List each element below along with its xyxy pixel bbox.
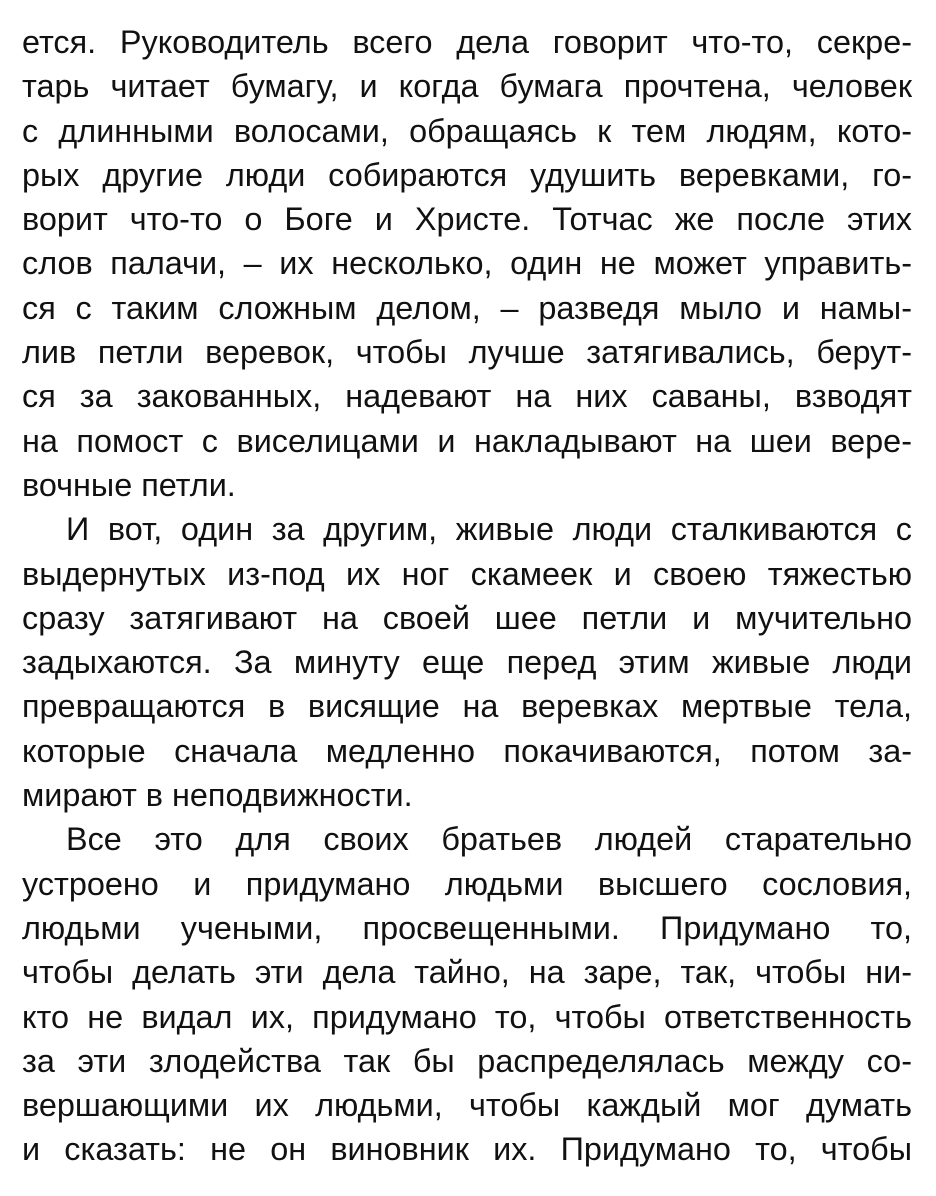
text-line: мирают в неподвижности. (22, 777, 413, 814)
text-line: рых другие люди собираются удушить веревками, го- (22, 156, 912, 193)
text-line: устроено и придумано людьми высшего сословия, (22, 865, 912, 902)
text-line: кто не видал их, придумано то, чтобы ответственность (22, 998, 912, 1035)
paragraph-first-line: Все это для своих братьев людей старательно (66, 821, 912, 858)
text-line: людьми учеными, просвещенными. Придумано то, (22, 909, 912, 946)
text-line: ворит что-то о Боге и Христе. Тотчас же после этих (22, 201, 912, 238)
text-line: ся с таким сложным делом, – разведя мыло и намы- (22, 289, 912, 326)
text-line: с длинными волосами, обращаясь к тем людям, кото- (22, 112, 912, 149)
text-line: ся за закованных, надевают на них саваны, взводят (22, 378, 912, 415)
text-line: тарь читает бумагу, и когда бумага прочтена, человек (22, 68, 912, 105)
text-line: на помост с виселицами и накладывают на шеи вере- (22, 422, 912, 459)
text-page (22, 20, 912, 1172)
text-line: сразу затягивают на своей шее петли и мучительно (22, 599, 912, 636)
text-line: и сказать: не он виновник их. Придумано то, чтобы (22, 1131, 912, 1168)
paragraph-first-line: И вот, один за другим, живые люди сталкиваются с (66, 511, 912, 548)
text-line: лив петли веревок, чтобы лучше затягивались, берут- (22, 334, 912, 371)
text-line: слов палачи, – их несколько, один не может управить- (22, 245, 912, 282)
text-line: задыхаются. За минуту еще перед этим живые люди (22, 644, 912, 681)
text-line: которые сначала медленно покачиваются, потом за- (22, 732, 912, 769)
text-line: вочные петли. (22, 466, 236, 503)
text-line: выдернутых из-под их ног скамеек и своею тяжестью (22, 555, 912, 592)
text-line: превращаются в висящие на веревках мертвые тела, (22, 688, 912, 725)
text-line: ется. Руководитель всего дела говорит что-то, секре- (22, 24, 912, 60)
text-line: чтобы делать эти дела тайно, на заре, так, чтобы ни- (22, 954, 912, 991)
text-line: за эти злодейства так бы распределялась между со- (22, 1042, 912, 1079)
text-line: вершающими их людьми, чтобы каждый мог думать (22, 1087, 912, 1124)
